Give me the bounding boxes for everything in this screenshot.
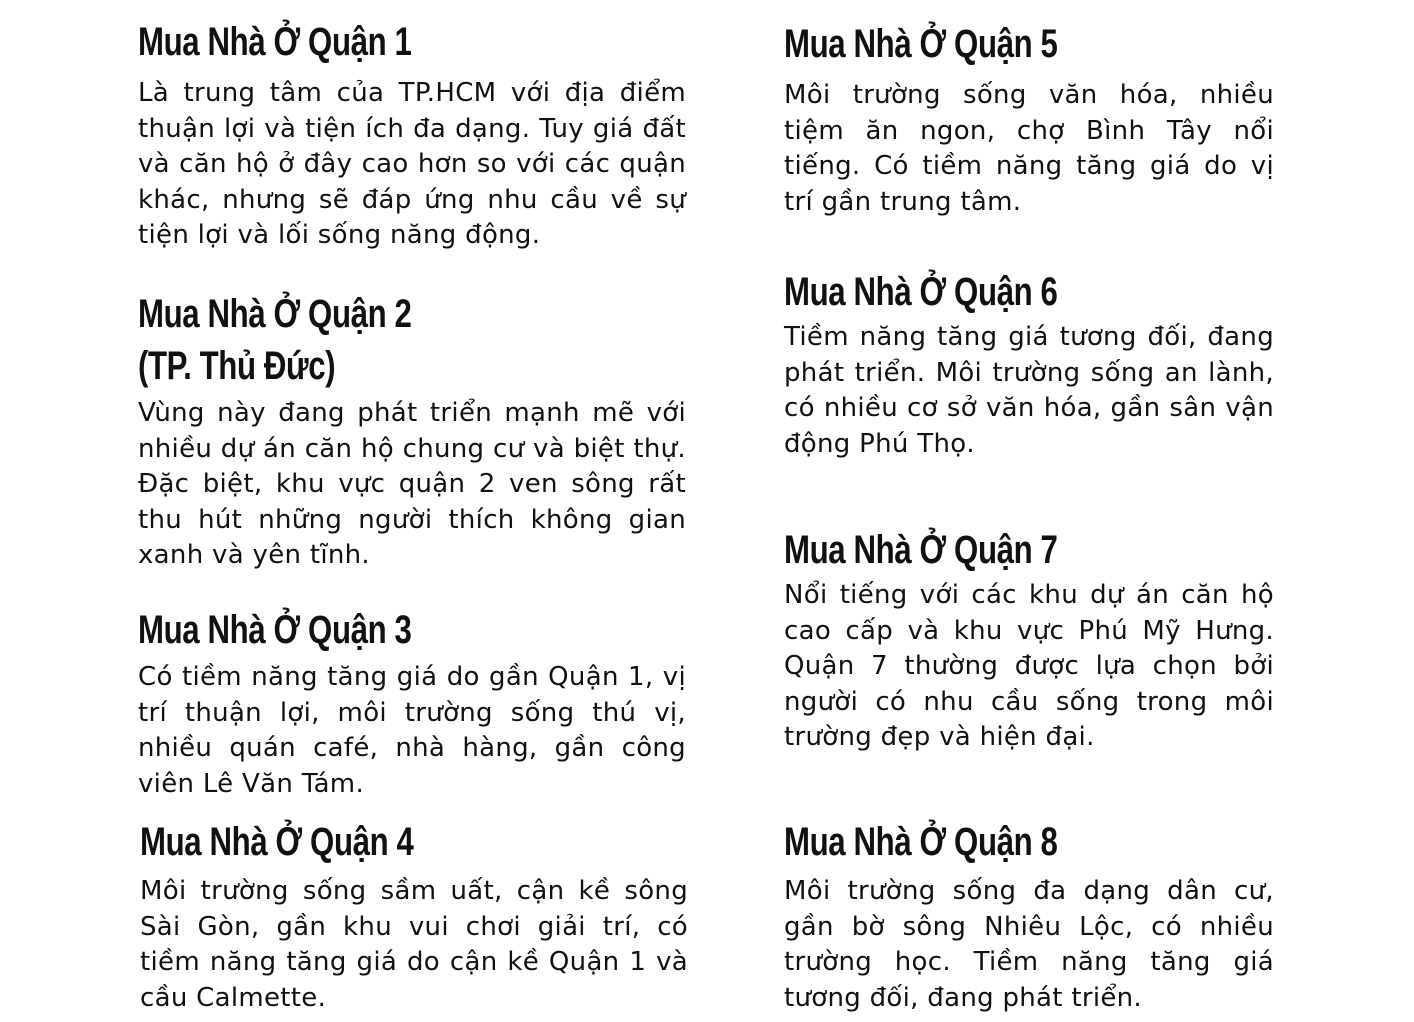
district-7-description: Nổi tiếng với các khu dự án căn hộ cao cấp và khu vực Phú Mỹ Hưng. Quận 7 thường được lựa chọn bởi người có nhu cầu sống trong môi trường đẹp và hiện đại. bbox=[784, 580, 1274, 752]
district-6-title: Mua Nhà Ở Quận 6 bbox=[784, 270, 1058, 314]
district-1-section bbox=[138, 16, 686, 254]
district-4-section bbox=[140, 816, 688, 1016]
district-5-section bbox=[784, 18, 1274, 220]
district-3-description: Có tiềm năng tăng giá do gần Quận 1, vị trí thuận lợi, môi trường sống thú vị, nhiều quán café, nhà hàng, gần công viên Lê Văn Tám. bbox=[138, 662, 686, 799]
district-8-title: Mua Nhà Ở Quận 8 bbox=[784, 820, 1058, 864]
district-2-section bbox=[138, 288, 686, 574]
district-4-description: Môi trường sống sầm uất, cận kề sông Sài Gòn, gần khu vui chơi giải trí, có tiềm năng tăng giá do cận kề Quận 1 và cầu Calmette. bbox=[140, 876, 688, 1013]
district-3-section bbox=[138, 604, 686, 802]
district-1-title: Mua Nhà Ở Quận 1 bbox=[138, 20, 412, 64]
district-3-title: Mua Nhà Ở Quận 3 bbox=[138, 608, 412, 652]
district-4-title: Mua Nhà Ở Quận 4 bbox=[140, 820, 414, 864]
district-2-description: Vùng này đang phát triển mạnh mẽ với nhiều dự án căn hộ chung cư và biệt thự. Đặc biệt, khu vực quận 2 ven sông rất thu hút những người thích không gian xanh và yên tĩnh. bbox=[138, 398, 686, 570]
district-7-title: Mua Nhà Ở Quận 7 bbox=[784, 528, 1058, 572]
district-8-description: Môi trường sống đa dạng dân cư, gần bờ sông Nhiêu Lộc, có nhiều trường học. Tiềm năng tăng giá tương đối, đang phát triển. bbox=[784, 876, 1274, 1013]
district-7-section bbox=[784, 524, 1274, 756]
district-6-description: Tiềm năng tăng giá tương đối, đang phát triển. Môi trường sống an lành, có nhiều cơ sở văn hóa, gần sân vận động Phú Thọ. bbox=[784, 322, 1274, 459]
district-5-title: Mua Nhà Ở Quận 5 bbox=[784, 22, 1058, 66]
district-1-description: Là trung tâm của TP.HCM với địa điểm thuận lợi và tiện ích đa dạng. Tuy giá đất và căn hộ ở đây cao hơn so với các quận khác, nhưng sẽ đáp ứng nhu cầu về sự tiện lợi và lối sống năng động. bbox=[138, 78, 686, 250]
district-2-title: Mua Nhà Ở Quận 2 (TP. Thủ Đức) bbox=[138, 292, 412, 388]
district-8-section bbox=[784, 816, 1274, 1016]
district-5-description: Môi trường sống văn hóa, nhiều tiệm ăn ngon, chợ Bình Tây nổi tiếng. Có tiềm năng tăng giá do vị trí gần trung tâm. bbox=[784, 80, 1274, 217]
district-6-section bbox=[784, 266, 1274, 462]
